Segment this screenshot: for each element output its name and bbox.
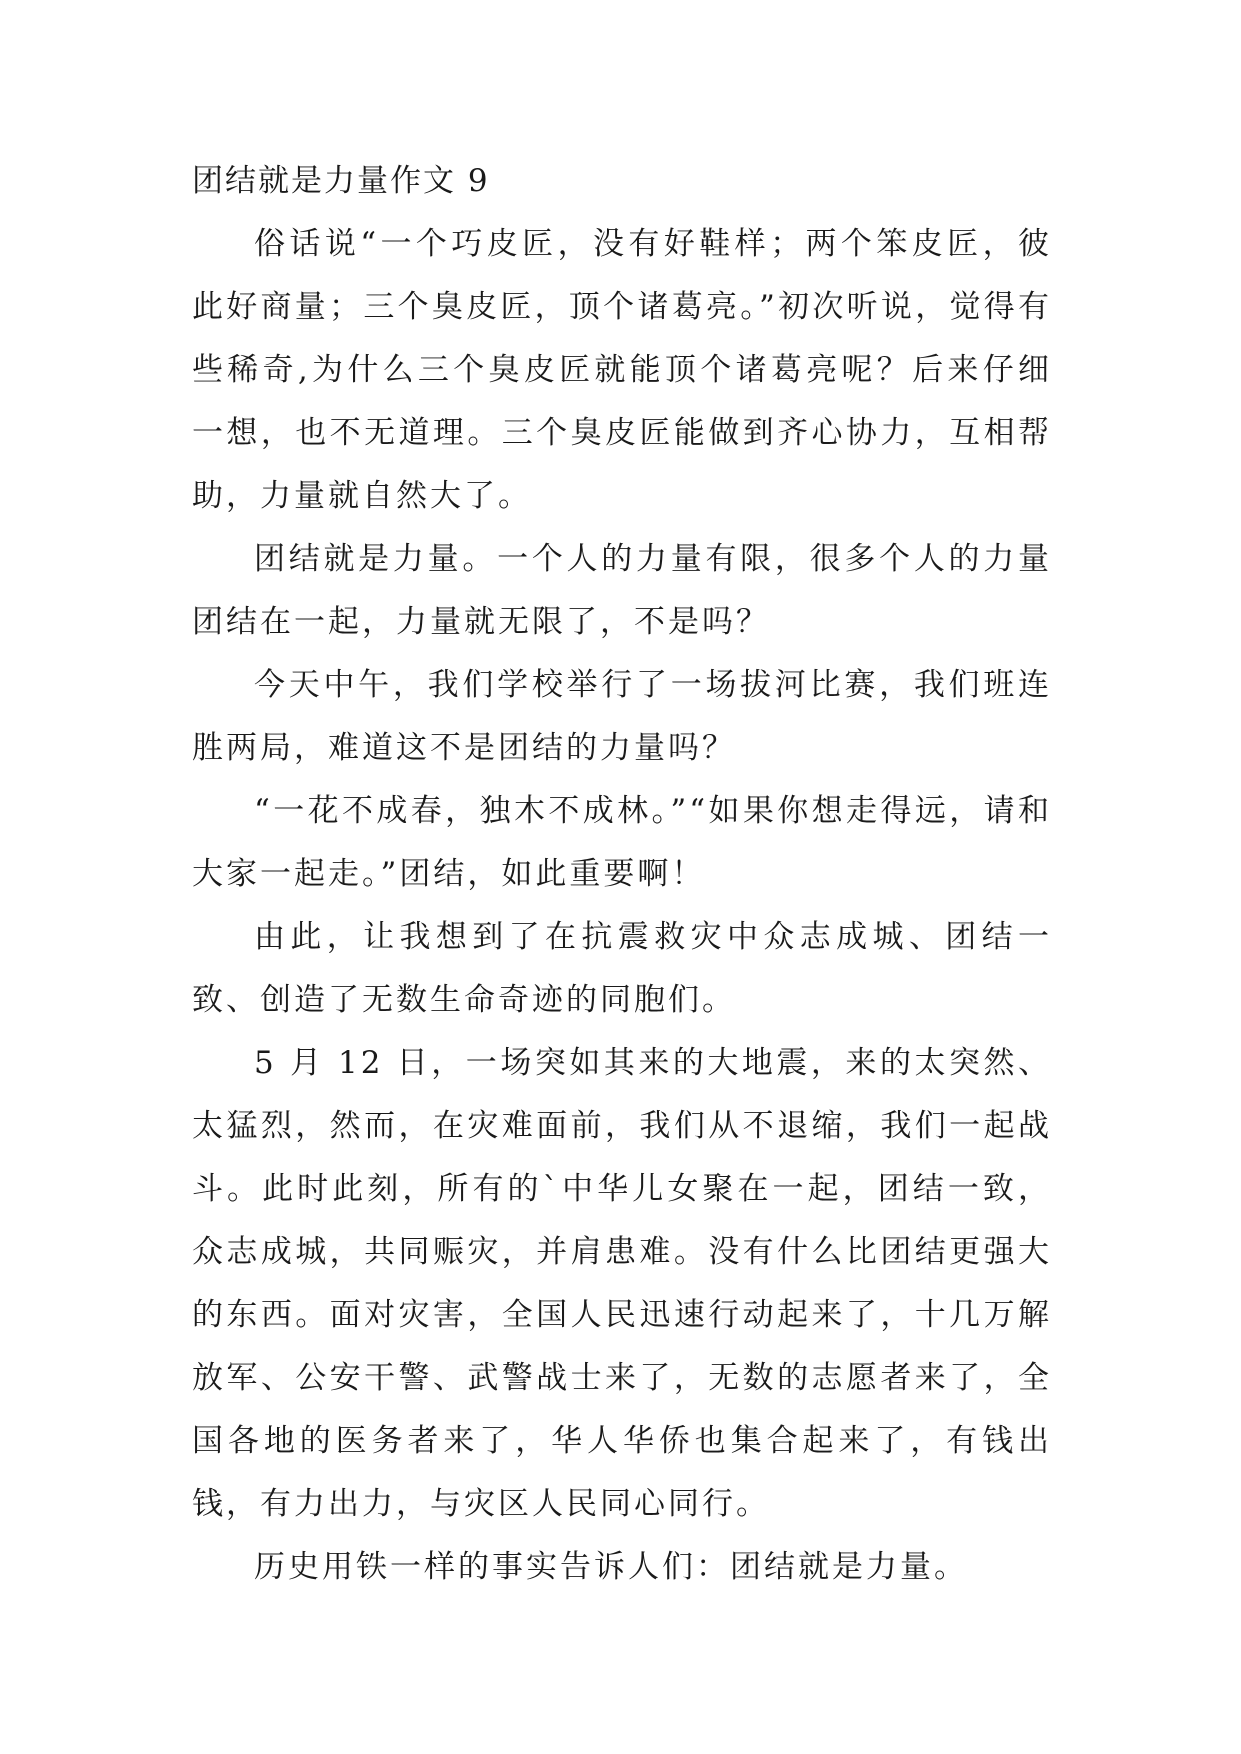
paragraph: “一花不成春，独木不成林。”“如果你想走得远，请和大家一起走。”团结，如此重要啊！ xyxy=(192,793,1052,892)
document-title: 团结就是力量作文 9 xyxy=(192,163,490,199)
paragraph: 历史用铁一样的事实告诉人们：团结就是力量。 xyxy=(254,1549,968,1585)
paragraph: 今天中午，我们学校举行了一场拔河比赛，我们班连胜两局，难道这不是团结的力量吗？ xyxy=(192,667,1052,766)
paragraph: 俗话说“一个巧皮匠，没有好鞋样；两个笨皮匠，彼此好商量；三个臭皮匠，顶个诸葛亮。”初次听说，觉得有些稀奇,为什么三个臭皮匠就能顶个诸葛亮呢？后来仔细一想，也不无道理。三个臭皮匠能做到齐心协力，互相帮助，力量就自然大了。 xyxy=(192,226,1052,514)
paragraph: 5 月 12 日，一场突如其来的大地震，来的太突然、太猛烈，然而，在灾难面前，我们从不退缩，我们一起战斗。此时此刻，所有的`中华儿女聚在一起，团结一致，众志成城，共同赈灾，并肩患难。没有什么比团结更强大的东西。面对灾害，全国人民迅速行动起来了，十几万解放军、公安干警、武警战士来了，无数的志愿者来了，全国各地的医务者来了，华人华侨也集合起来了，有钱出钱，有力出力，与灾区人民同心同行。 xyxy=(192,1045,1052,1522)
document-page xyxy=(192,150,1052,1599)
paragraph: 团结就是力量。一个人的力量有限，很多个人的力量团结在一起，力量就无限了，不是吗？ xyxy=(192,541,1052,640)
paragraph: 由此，让我想到了在抗震救灾中众志成城、团结一致、创造了无数生命奇迹的同胞们。 xyxy=(192,919,1052,1018)
